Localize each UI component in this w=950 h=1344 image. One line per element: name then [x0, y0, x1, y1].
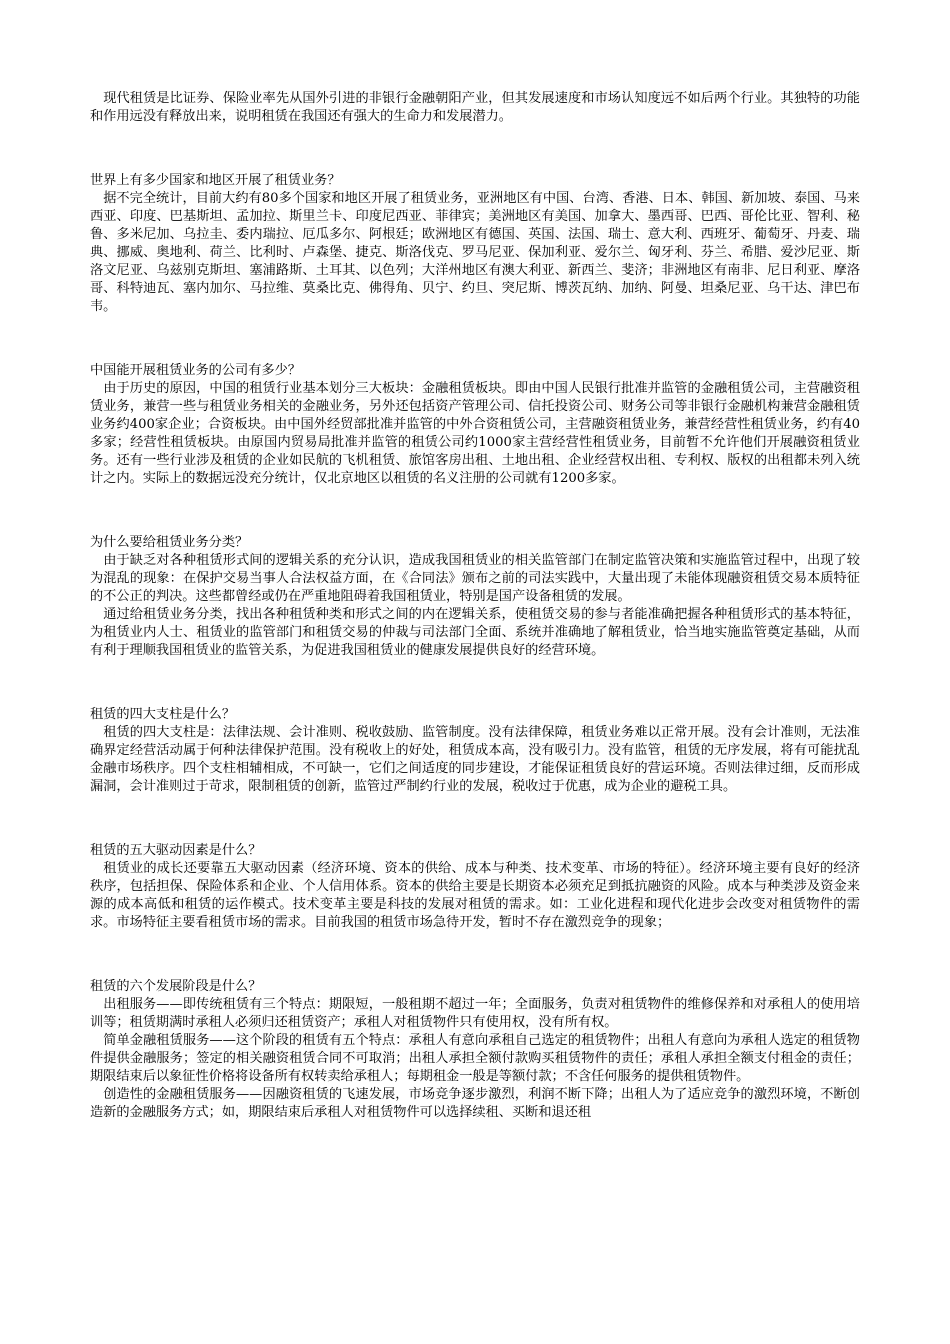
section-paragraph: 由于缺乏对各种租赁形式间的逻辑关系的充分认识，造成我国租赁业的相关监管部门在制定监管决策和实施监管过程中，出现了较为混乱的现象：在保护交易当事人合法权益方面，在《合同法》颁布之前的司法实践中，大量出现了未能体现融资租赁交易本质特征的不公正的判决。这些都曾经或仍在严重地阻碍着我国租赁业，特别是国产设备租赁的发展。 — [90, 553, 860, 604]
section-paragraph: 通过给租赁业务分类，找出各种租赁种类和形式之间的内在逻辑关系，使租赁交易的参与者能准确把握各种租赁形式的基本特征，为租赁业内人士、租赁业的监管部门和租赁交易的仲裁与司法部门全面、系统并准确地了解租赁业，恰当地实施监管奠定基础，从而有利于理顺我国租赁业的监管关系，为促进我国租赁业的健康发展提供良好的经营环境。 — [90, 607, 860, 658]
section-paragraph: 租赁的四大支柱是：法律法规、会计准则、税收鼓励、监管制度。没有法律保障，租赁业务难以正常开展。没有会计准则，无法准确界定经营活动属于何种法律保护范围。没有税收上的好处，租赁成本高，没有吸引力。没有监管，租赁的无序发展，将有可能扰乱金融市场秩序。四个支柱相辅相成，不可缺一，它们之间适度的同步建设，才能保证租赁良好的营运环境。否则法律过细，反而形成漏洞，会计准则过于苛求，限制租赁的创新，监管过严制约行业的发展，税收过于优惠，成为企业的避税工具。 — [90, 725, 860, 794]
section-title: 为什么要给租赁业务分类？ — [90, 535, 249, 550]
section-title: 租赁的六个发展阶段是什么？ — [90, 979, 262, 994]
section-paragraph: 租赁业的成长还要靠五大驱动因素（经济环境、资本的供给、成本与种类、技术变革、市场的特征）。经济环境主要有良好的经济秩序，包括担保、保险体系和企业、个人信用体系。资本的供给主要是长期资本必须充足到抵抗融资的风险。成本与种类涉及资金来源的成本高低和租赁的运作模式。技术变革主要是科技的发展对租赁的需求。如：工业化进程和现代化进步会改变对租赁物件的需求。市场特征主要看租赁市场的需求。目前我国的租赁市场急待开发，暂时不存在激烈竞争的现象； — [90, 861, 860, 930]
section-title: 租赁的四大支柱是什么？ — [90, 707, 236, 722]
document-page — [90, 90, 860, 1122]
section-classification — [90, 534, 860, 660]
section-four-pillars — [90, 706, 860, 796]
intro — [90, 90, 860, 126]
section-title: 租赁的五大驱动因素是什么？ — [90, 843, 262, 858]
section-paragraph: 由于历史的原因，中国的租赁行业基本划分三大板块：金融租赁板块。即由中国人民银行批准并监管的金融租赁公司，主营融资租赁业务，兼营一些与租赁业务相关的金融业务，另外还包括资产管理公司、信托投资公司、财务公司等非银行金融机构兼营金融租赁业务约400家企业；合资板块。由中国外经贸部批准并监管的中外合资租赁公司，主营融资租赁业务，兼营经营性租赁业务，约有40多家；经营性租赁板块。由原国内贸易局批准并监管的租赁公司约1000家主营经营性租赁业务，目前暂不允许他们开展融资租赁业务。还有一些行业涉及租赁的企业如民航的飞机租赁、旅馆客房出租、土地出租、企业经营权出租、专利权、版权的出租都未列入统计之内。实际上的数据远没充分统计，仅北京地区以租赁的名义注册的公司就有1200多家。 — [90, 381, 860, 486]
section-paragraph: 创造性的金融租赁服务——因融资租赁的飞速发展，市场竞争逐步激烈，利润不断下降；出租人为了适应竞争的激烈环境，不断创造新的金融服务方式；如，期限结束后承租人对租赁物件可以选择续租、买断和退还租 — [90, 1087, 860, 1120]
section-title: 中国能开展租赁业务的公司有多少？ — [90, 363, 301, 378]
section-paragraph: 出租服务——即传统租赁有三个特点：期限短，一般租期不超过一年；全面服务，负责对租赁物件的维修保养和对承租人的使用培训等；租赁期满时承租人必须归还租赁资产；承租人对租赁物件只有使用权，没有所有权。 — [90, 997, 860, 1030]
section-paragraph: 简单金融租赁服务——这个阶段的租赁有五个特点：承租人有意向承租自己选定的租赁物件；出租人有意向为承租人选定的租赁物件提供金融服务；签定的相关融资租赁合同不可取消；出租人承担全额付款购买租赁物件的责任；承租人承担全额支付租金的责任；期限结束后以象征性价格将设备所有权转卖给承租人；每期租金一般是等额付款；不含任何服务的提供租赁物件。 — [90, 1033, 860, 1084]
section-six-stages — [90, 978, 860, 1122]
section-paragraph: 据不完全统计，目前大约有80多个国家和地区开展了租赁业务，亚洲地区有中国、台湾、香港、日本、韩国、新加坡、泰国、马来西亚、印度、巴基斯坦、孟加拉、斯里兰卡、印度尼西亚、菲律宾；美洲地区有美国、加拿大、墨西哥、巴西、哥伦比亚、智利、秘鲁、多米尼加、乌拉圭、委内瑞拉、厄瓜多尔、阿根廷；欧洲地区有德国、英国、法国、瑞士、意大利、西班牙、葡萄牙、丹麦、瑞典、挪威、奥地利、荷兰、比利时、卢森堡、捷克、斯洛伐克、罗马尼亚、保加利亚、爱尔兰、匈牙利、芬兰、希腊、爱沙尼亚、斯洛文尼亚、乌兹别克斯坦、塞浦路斯、土耳其、以色列；大洋州地区有澳大利亚、新西兰、斐济；非洲地区有南非、尼日利亚、摩洛哥、科特迪瓦、塞内加尔、马拉维、莫桑比克、佛得角、贝宁、约旦、突尼斯、博茨瓦纳、加纳、阿曼、坦桑尼亚、乌干达、津巴布韦。 — [90, 191, 860, 314]
section-country-count — [90, 172, 860, 316]
section-company-count — [90, 362, 860, 488]
section-five-drivers — [90, 842, 860, 932]
intro-paragraph: 现代租赁是比证券、保险业率先从国外引进的非银行金融朝阳产业，但其发展速度和市场认知度远不如后两个行业。其独特的功能和作用远没有释放出来，说明租赁在我国还有强大的生命力和发展潜力。 — [90, 91, 860, 124]
section-title: 世界上有多少国家和地区开展了租赁业务？ — [90, 173, 341, 188]
